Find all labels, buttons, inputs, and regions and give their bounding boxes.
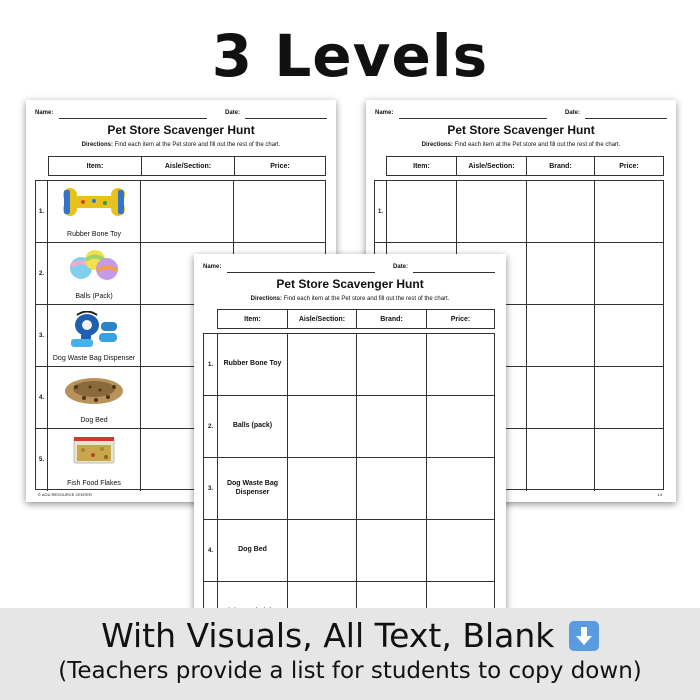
date-label: Date:: [565, 110, 581, 116]
col-aisle: Aisle/Section:: [142, 157, 235, 175]
aisle-cell: [288, 396, 357, 457]
row-number: 3.: [204, 458, 218, 519]
table-row: [36, 181, 325, 243]
name-line: [59, 118, 207, 119]
table-row: [204, 396, 494, 458]
directions: Directions: Find each item at the Pet store and fill out the rest of the chart.: [250, 296, 450, 302]
price-cell: [427, 520, 494, 581]
brand-cell: [527, 181, 595, 242]
row-number: 2.: [36, 243, 48, 304]
name-date-row: [375, 110, 667, 120]
item-label: Dog Waste Bag Dispenser: [218, 458, 288, 519]
name-date-row: [203, 264, 497, 274]
col-aisle: Aisle/Section:: [288, 310, 357, 328]
item-visual-cell: [48, 367, 141, 428]
date-line: [585, 118, 667, 119]
col-price: Price:: [450, 315, 471, 323]
item-label: Dog Waste Bag Dispenser: [52, 354, 136, 362]
price-cell: [595, 181, 663, 242]
row-number: 2.: [204, 396, 218, 457]
item-visual-cell: [48, 243, 141, 304]
date-label: Date:: [225, 110, 241, 116]
item-label: Fish Food Flakes: [67, 479, 121, 487]
dog-bed-image: [64, 373, 124, 410]
item-label: Balls (pack): [218, 396, 288, 457]
table-row: [204, 334, 494, 396]
row-number: 4.: [36, 367, 48, 428]
item-visual-cell: [48, 305, 141, 366]
worksheet-all-text: [194, 254, 506, 626]
row-number: 5.: [36, 429, 48, 491]
waste-bag-dispenser-image: [67, 311, 121, 354]
col-price: Price:: [270, 162, 290, 170]
brand-cell: [527, 305, 595, 366]
name-date-row: [35, 110, 327, 120]
item-label: Balls (Pack): [75, 292, 113, 300]
caption-line-1: With Visuals, All Text, Blank: [0, 616, 700, 655]
item-visual-cell: [48, 429, 141, 491]
item-visual-cell: [48, 181, 141, 242]
price-cell: [234, 181, 325, 242]
name-label: Name:: [35, 110, 54, 116]
aisle-cell: [288, 458, 357, 519]
date-line: [413, 272, 495, 273]
col-price: Price:: [619, 162, 639, 170]
rubber-bone-toy-image: [61, 187, 127, 222]
aisle-cell: [288, 520, 357, 581]
aisle-cell: [141, 181, 234, 242]
row-number: 1.: [204, 334, 218, 395]
row-number: 1.: [36, 181, 48, 242]
name-line: [227, 272, 375, 273]
directions: Directions: Find each item at the Pet store and fill out the rest of the chart.: [81, 142, 281, 148]
worksheet-title: Pet Store Scavenger Hunt: [107, 123, 255, 137]
date-line: [245, 118, 327, 119]
price-cell: [595, 429, 663, 491]
row-number: 4.: [204, 520, 218, 581]
price-cell: [427, 334, 494, 395]
row-number: 3.: [36, 305, 48, 366]
down-arrow-icon: [569, 621, 599, 651]
item-label: Dog Bed: [218, 520, 288, 581]
name-label: Name:: [375, 110, 394, 116]
aisle-cell: [457, 181, 527, 242]
brand-cell: [357, 396, 427, 457]
table-row: [375, 181, 663, 243]
brand-cell: [357, 520, 427, 581]
worksheet-title: Pet Store Scavenger Hunt: [276, 277, 424, 291]
price-cell: [595, 305, 663, 366]
name-line: [399, 118, 547, 119]
headline: 3 Levels: [211, 22, 489, 90]
table-header: [217, 309, 495, 329]
price-cell: [427, 396, 494, 457]
date-label: Date:: [393, 264, 409, 270]
row-number: 1.: [375, 181, 387, 242]
caption-line-2: (Teachers provide a list for students to copy down): [58, 658, 642, 684]
page-number: 14: [657, 492, 662, 497]
brand-cell: [527, 243, 595, 304]
worksheet-title: Pet Store Scavenger Hunt: [447, 123, 595, 137]
col-brand: Brand:: [357, 310, 427, 328]
col-item: Item:: [387, 157, 457, 175]
directions: Directions: Find each item at the Pet store and fill out the rest of the chart.: [421, 142, 621, 148]
item-label: Rubber Bone Toy: [67, 230, 121, 238]
table-header: [48, 156, 326, 176]
brand-cell: [527, 429, 595, 491]
copyright: © AGU RESOURCE CENTER: [38, 492, 92, 497]
fish-food-image: [71, 435, 117, 470]
aisle-cell: [288, 334, 357, 395]
col-brand: Brand:: [527, 157, 595, 175]
table-row: [204, 520, 494, 582]
item-label: Rubber Bone Toy: [218, 334, 288, 395]
item-cell: [387, 181, 457, 242]
col-aisle: Aisle/Section:: [457, 157, 527, 175]
col-item: Item:: [218, 310, 288, 328]
price-cell: [595, 367, 663, 428]
col-item: Item:: [49, 157, 142, 175]
price-cell: [427, 458, 494, 519]
item-label: Dog Bed: [80, 416, 108, 424]
name-label: Name:: [203, 264, 222, 270]
brand-cell: [357, 458, 427, 519]
table-header: [386, 156, 664, 176]
item-table: [203, 333, 495, 626]
table-row: [204, 458, 494, 520]
brand-cell: [357, 334, 427, 395]
brand-cell: [527, 367, 595, 428]
price-cell: [595, 243, 663, 304]
balls-pack-image: [68, 249, 120, 286]
